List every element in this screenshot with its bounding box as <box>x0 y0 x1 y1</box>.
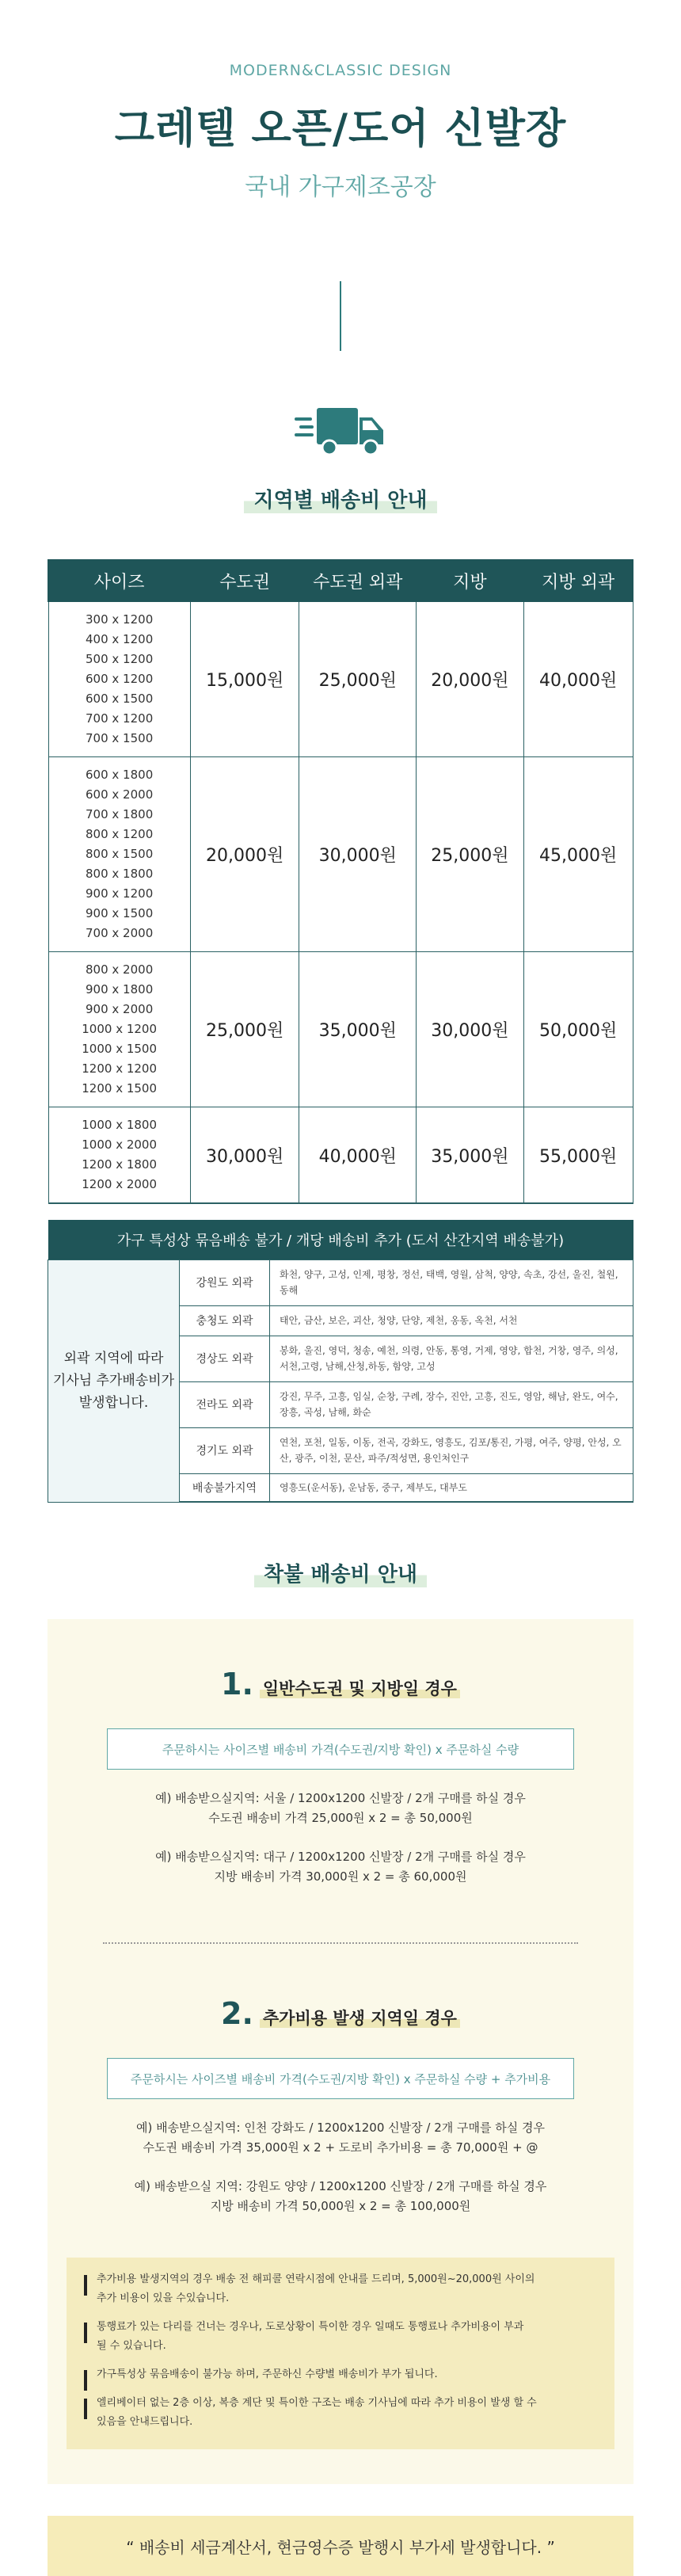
case1-title: 1. 일반수도권 및 지방일 경우 <box>48 1667 633 1701</box>
price-cell: 30,000원 <box>190 1107 299 1204</box>
price-cell: 25,000원 <box>417 757 524 952</box>
case2-title: 2. 추가비용 발생 지역일 경우 <box>48 1996 633 2031</box>
divider-line <box>340 281 341 351</box>
col-province-outer: 지방 외곽 <box>523 560 633 601</box>
size-list: 800 x 2000 900 x 1800 900 x 2000 1000 x 1200 1000 x 1500 1200 x 1200 1200 x 1500 <box>48 952 190 1107</box>
price-cell: 35,000원 <box>299 952 417 1107</box>
region-towns: 강진, 무주, 고흥, 임실, 순창, 구례, 장수, 진안, 고흥, 진도, 영암, 해남, 완도, 여수, 장흥, 곡성, 남해, 화순 <box>270 1381 633 1427</box>
price-cell: 20,000원 <box>190 757 299 952</box>
region-label: 경상도 외곽 <box>180 1336 270 1381</box>
price-cell: 35,000원 <box>417 1107 524 1204</box>
region-label: 강원도 외곽 <box>180 1259 270 1305</box>
size-list: 300 x 1200 400 x 1200 500 x 1200 600 x 1200 600 x 1500 700 x 1200 700 x 1500 <box>48 601 190 757</box>
region-towns: 영흥도(운서동), 운남동, 중구, 제부도, 대부도 <box>270 1473 633 1502</box>
region-towns: 봉화, 울진, 영덕, 청송, 예천, 의령, 안동, 통영, 거제, 영양, 합천, 거창, 영주, 의성, 서천,고령, 남해,산청,하동, 함양, 고성 <box>270 1336 633 1381</box>
size-list: 1000 x 1800 1000 x 2000 1200 x 1800 1200 x 2000 <box>48 1107 190 1204</box>
table-row <box>48 757 633 952</box>
header <box>0 0 681 202</box>
note-item: 가구특성상 묶음배송이 불가능 하며, 주문하신 수량별 배송비가 부가 됩니다. <box>82 2365 599 2384</box>
region-label: 배송불가지역 <box>180 1473 270 1502</box>
table-row <box>48 1107 633 1204</box>
table-row <box>48 952 633 1107</box>
case1-formula: 주문하시는 사이즈별 배송비 가격(수도권/지방 확인) x 주문하실 수량 <box>107 1728 574 1770</box>
case1-example-1: 예) 배송받으실지역: 서울 / 1200x1200 신발장 / 2개 구매를 하실 경우 수도권 배송비 가격 25,000원 x 2 = 총 50,000원 <box>155 1791 526 1825</box>
col-province: 지방 <box>417 560 524 601</box>
price-cell: 45,000원 <box>523 757 633 952</box>
size-list: 600 x 1800 600 x 2000 700 x 1800 800 x 1200 800 x 1500 800 x 1800 900 x 1200 900 x 1500 700 x 2000 <box>48 757 190 952</box>
price-cell: 20,000원 <box>417 601 524 757</box>
price-cell: 25,000원 <box>299 601 417 757</box>
region-towns: 태안, 금산, 보은, 괴산, 청양, 단양, 제천, 옹동, 옥천, 서천 <box>270 1305 633 1336</box>
table-row <box>48 601 633 757</box>
price-cell: 30,000원 <box>299 757 417 952</box>
price-cell: 30,000원 <box>417 952 524 1107</box>
shipping-section-title: 지역별 배송비 안내 <box>0 484 681 513</box>
case1-example-2: 예) 배송받으실지역: 대구 / 1200x1200 신발장 / 2개 구매를 하실 경우 지방 배송비 가격 30,000원 x 2 = 총 60,000원 <box>155 1850 526 1884</box>
note-item: 추가비용 발생지역의 경우 배송 전 해피콜 연락시점에 안내를 드리며, 5,000원~20,000원 사이의 추가 비용이 있을 수있습니다. <box>82 2270 599 2308</box>
dotted-divider <box>103 1942 578 1944</box>
extra-fee-note: 외곽 지역에 따라 기사님 추가배송비가 발생합니다. <box>48 1259 180 1502</box>
page-title: 그레텔 오픈/도어 신발장 <box>114 105 567 153</box>
case2-example-1: 예) 배송받으실지역: 인천 강화도 / 1200x1200 신발장 / 2개 구매를 하실 경우 수도권 배송비 가격 35,000원 x 2 + 도로비 추가비용 = 총 70,000원 + @ <box>136 2121 545 2155</box>
case2-example-2: 예) 배송받으실 지역: 강원도 양양 / 1200x1200 신발장 / 2개 구매를 하실 경우 지방 배송비 가격 50,000원 x 2 = 총 100,000원 <box>134 2179 547 2213</box>
page-subtitle: 국내 가구제조공장 <box>245 173 436 201</box>
returns-panel <box>48 1619 633 2484</box>
delivery-truck-icon <box>293 398 388 462</box>
region-label: 충청도 외곽 <box>180 1305 270 1336</box>
price-cell: 40,000원 <box>523 601 633 757</box>
eyebrow: MODERN&CLASSIC DESIGN <box>229 62 452 79</box>
price-cell: 15,000원 <box>190 601 299 757</box>
price-cell: 25,000원 <box>190 952 299 1107</box>
shipping-price-table <box>48 559 633 1204</box>
price-cell: 50,000원 <box>523 952 633 1107</box>
returns-section-title: 착불 배송비 안내 <box>0 1558 681 1587</box>
area-table-header: 가구 특성상 묶음배송 불가 / 개당 배송비 추가 (도서 산간지역 배송불가) <box>48 1220 633 1259</box>
note-item: 엘리베이터 없는 2층 이상, 복층 계단 및 특이한 구조는 배송 기사님에 따라 추가 비용이 발생 할 수 있음을 안내드립니다. <box>82 2394 599 2432</box>
case2-formula: 주문하시는 사이즈별 배송비 가격(수도권/지방 확인) x 주문하실 수량 + 추가비용 <box>107 2058 574 2099</box>
extra-area-table <box>48 1220 633 1503</box>
table-row <box>48 1259 633 1305</box>
price-cell: 55,000원 <box>523 1107 633 1204</box>
col-metro: 수도권 <box>190 560 299 601</box>
tax-notice: “ 배송비 세금계산서, 현금영수증 발행시 부가세 발생합니다. ” <box>48 2516 633 2576</box>
note-item: 통행료가 있는 다리를 건너는 경우나, 도로상황이 특이한 경우 일때도 통행료나 추가비용이 부과 될 수 있습니다. <box>82 2318 599 2356</box>
region-towns: 화천, 양구, 고성, 인제, 평창, 정선, 태백, 영월, 삼척, 양양, 속초, 강선, 울진, 철원, 동해 <box>270 1259 633 1305</box>
region-towns: 연천, 포천, 일동, 이동, 전곡, 강화도, 영흥도, 김포/통진, 가평, 여주, 양평, 안성, 오산, 광주, 이천, 문산, 파주/적성면, 용인처인구 <box>270 1427 633 1473</box>
price-cell: 40,000원 <box>299 1107 417 1204</box>
col-size: 사이즈 <box>48 560 190 601</box>
region-label: 경기도 외곽 <box>180 1427 270 1473</box>
region-label: 전라도 외곽 <box>180 1381 270 1427</box>
notes-box <box>67 2258 614 2449</box>
col-metro-outer: 수도권 외곽 <box>299 560 417 601</box>
